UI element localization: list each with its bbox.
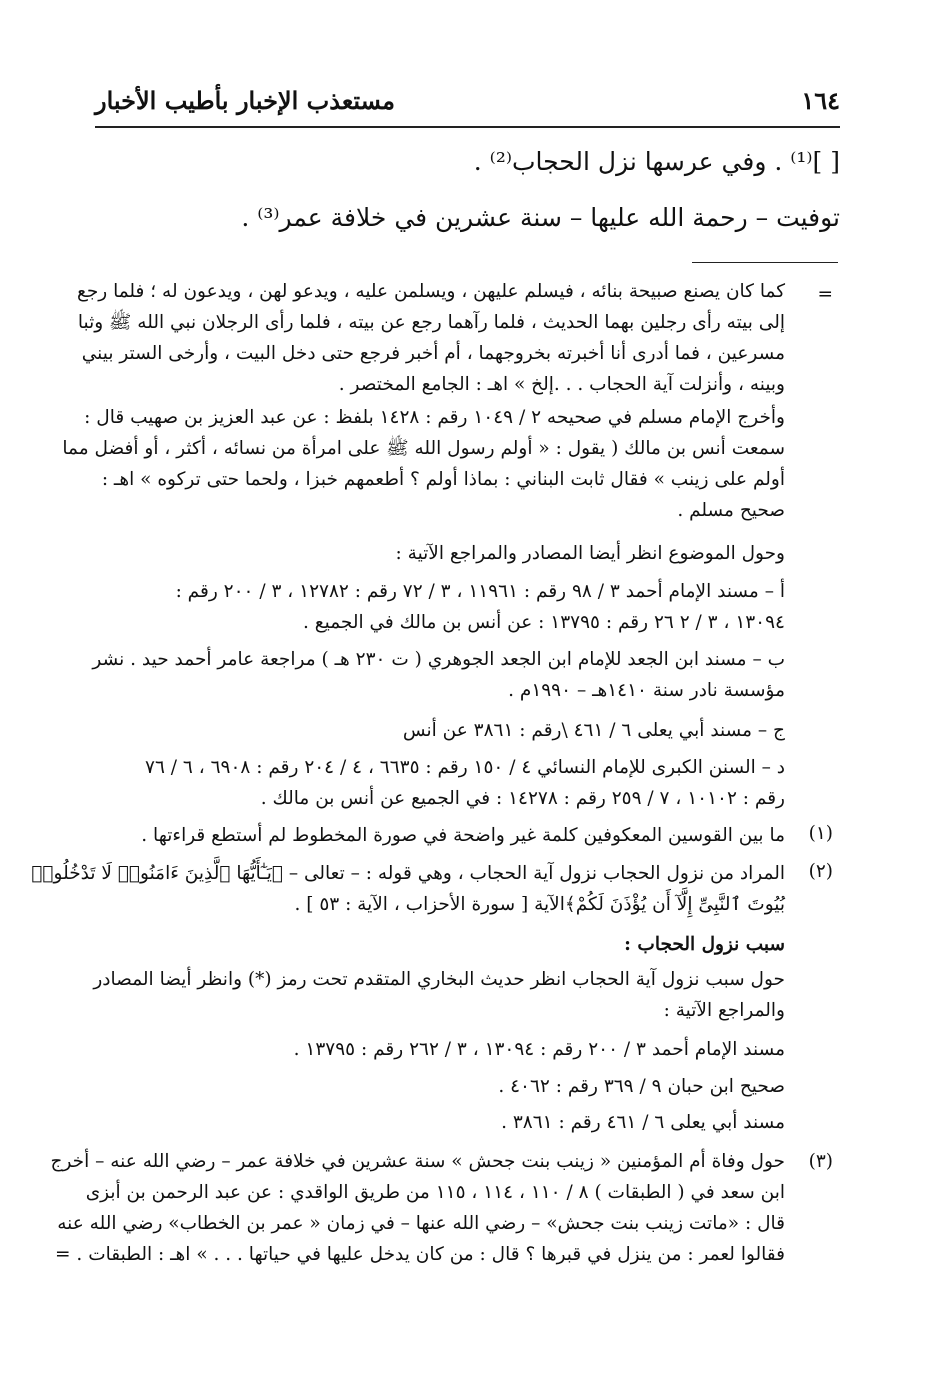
footnote-2-more-line: والمراجع الآتية : xyxy=(663,1000,785,1021)
source-a-line: ١٣٠٩٤ ، ٣ / ٢ ٢٦ رقم : ١٣٧٩٥ : عن أنس بن مالك في الجميع . xyxy=(303,612,785,633)
continuation-line: مسرعين ، فما أدرى أنا أخبرته بخروجهما ، أم أخبر فرجع حتى دخل البيت ، وأرخى الستر بيني xyxy=(81,343,785,364)
muslim-line: أولم على زينب » فقال ثابت البناني : بماذا أولم ؟ أطعمهم خبزا ، ولحما حتى تركوه » اهـ : xyxy=(101,469,785,490)
footnote-3-marker: (٣) xyxy=(808,1151,833,1172)
footnote-2-more-line: حول سبب نزول آية الحجاب انظر حديث البخاري المتقدم تحت رمز (*) وانظر أيضا المصادر xyxy=(93,969,785,990)
footnote-2-source: صحيح ابن حبان ٩ / ٣٦٩ رقم : ٤٠٦٢ . xyxy=(498,1076,785,1097)
source-d-line: د – السنن الكبرى للإمام النسائي ٤ / ١٥٠ رقم : ٦٦٣٥ ، ٤ / ٢٠٤ رقم : ٦٩٠٨ ، ٦ / ٧٦ xyxy=(145,757,785,778)
continuation-line: كما كان يصنع صبيحة بنائه ، فيسلم عليهن ، ويسلمن عليه ، ويدعو لهن ، ويدعون له ؛ فلما رجع xyxy=(76,281,785,302)
footnote-3-line: حول وفاة أم المؤمنين « زينب بنت جحش » سنة عشرين في خلافة عمر – رضي الله عنه – أخرج xyxy=(50,1151,785,1172)
main-line-2: توفيت – رحمة الله عليها – سنة عشرين في خلافة عمر⁽³⁾ . xyxy=(241,203,840,232)
sources-intro: وحول الموضوع انظر أيضا المصادر والمراجع الآتية : xyxy=(395,543,785,564)
footnote-2-line: بُيُوتَ ٱلنَّبِىِّ إِلَّآ أَن يُؤْذَنَ لَكُمْ﴾الآية [ سورة الأحزاب ، الآية : ٥٣ ] . xyxy=(294,894,785,915)
continuation-block xyxy=(76,276,785,406)
footnote-2-subheading: سبب نزول الحجاب : xyxy=(624,934,785,955)
source-d-line: رقم : ١٠١٠٢ ، ٧ / ٢٥٩ رقم : ١٤٢٧٨ : في الجميع عن أنس بن مالك . xyxy=(260,788,785,809)
source-b-line: مؤسسة نادر سنة ١٤١٠هـ – ١٩٩٠م . xyxy=(508,680,785,701)
footnote-3-line: ابن سعد في ( الطبقات ) ٨ / ١١٠ ، ١١٤ ، ١١٥ من طريق الواقدي : عن عبد الرحمن بن أبزى xyxy=(85,1182,785,1203)
continuation-line: إلى بيته رأى رجلين بهما الحديث ، فلما رآهما رجع عن بيته ، فلما رأى الرجلان نبي الله ﷺ وثبا xyxy=(77,312,785,333)
page-number: ١٦٤ xyxy=(801,86,840,115)
muslim-line: صحيح مسلم . xyxy=(677,500,785,521)
source-a-line: أ – مسند الإمام أحمد ٣ / ٩٨ رقم : ١١٩٦١ ، ٣ / ٧٢ رقم : ١٢٧٨٢ ، ٣ / ٢٠٠ رقم : xyxy=(175,581,785,602)
footnote-2-marker: (٢) xyxy=(808,861,833,882)
source-c: ج – مسند أبي يعلى ٦ / ٤٦١ \رقم : ٣٨٦١ عن أنس xyxy=(402,720,785,741)
continuation-line: وبينه ، وأنزلت آية الحجاب . . .إلخ » اهـ : الجامع المختصر . xyxy=(338,374,785,395)
main-line-1: [ ]⁽¹⁾ . وفي عرسها نزل الحجاب⁽²⁾ . xyxy=(473,147,840,176)
muslim-line: سمعت أنس بن مالك ( يقول : « أولم رسول الله ﷺ على امرأة من نسائه ، أكثر ، أو أفضل مما xyxy=(62,438,785,459)
page-header xyxy=(95,84,840,128)
source-a xyxy=(95,576,785,642)
muslim-block xyxy=(62,402,785,532)
source-b xyxy=(92,644,785,710)
footnote-1-text: ما بين القوسين المعكوفين كلمة غير واضحة في صورة المخطوط لم أستطع قراءتها . xyxy=(141,825,785,846)
footnote-3-text xyxy=(50,1146,785,1276)
muslim-line: وأخرج الإمام مسلم في صحيحه ٢ / ١٠٤٩ رقم : ١٤٢٨ بلفظ : عن عبد العزيز بن صهيب قال : xyxy=(84,407,785,428)
footnote-3-line: قال : «ماتت زينب بنت جحش» – رضي الله عنها – في زمان « عمر بن الخطاب» رضي الله عنه xyxy=(57,1213,785,1234)
source-b-line: ب – مسند ابن الجعد للإمام ابن الجعد الجوهري ( ت ٢٣٠ هـ ) مراجعة عامر أحمد حيد . نشر xyxy=(92,649,785,670)
footnote-2-source: مسند أبي يعلى ٦ / ٤٦١ رقم : ٣٨٦١ . xyxy=(501,1112,785,1133)
footnote-separator xyxy=(692,262,838,263)
footnote-2-more xyxy=(95,964,785,1030)
footnote-2-text xyxy=(31,858,785,924)
footnote-1-marker: (١) xyxy=(808,823,833,844)
continuation-marker: = xyxy=(817,284,833,305)
running-title: مستعذب الإخبار بأطيب الأخبار xyxy=(95,86,395,115)
footnote-3-line: فقالوا لعمر : من ينزل في قبرها ؟ قال : من كان يدخل عليها في حياتها . . . » اهـ : الطبقات . = xyxy=(55,1244,785,1265)
footnote-2-source: مسند الإمام أحمد ٣ / ٢٠٠ رقم : ١٣٠٩٤ ، ٣ / ٢٦٢ رقم : ١٣٧٩٥ . xyxy=(293,1039,785,1060)
footnote-2-line: المراد من نزول الحجاب نزول آية الحجاب ، وهي قوله : – تعالى – ﴿يَـٰٓأَيُّهَا ٱلَّذِينَ ءَامَنُوا۟ لَا تَدْخُلُوا۟ xyxy=(31,863,785,884)
source-d xyxy=(95,752,785,818)
